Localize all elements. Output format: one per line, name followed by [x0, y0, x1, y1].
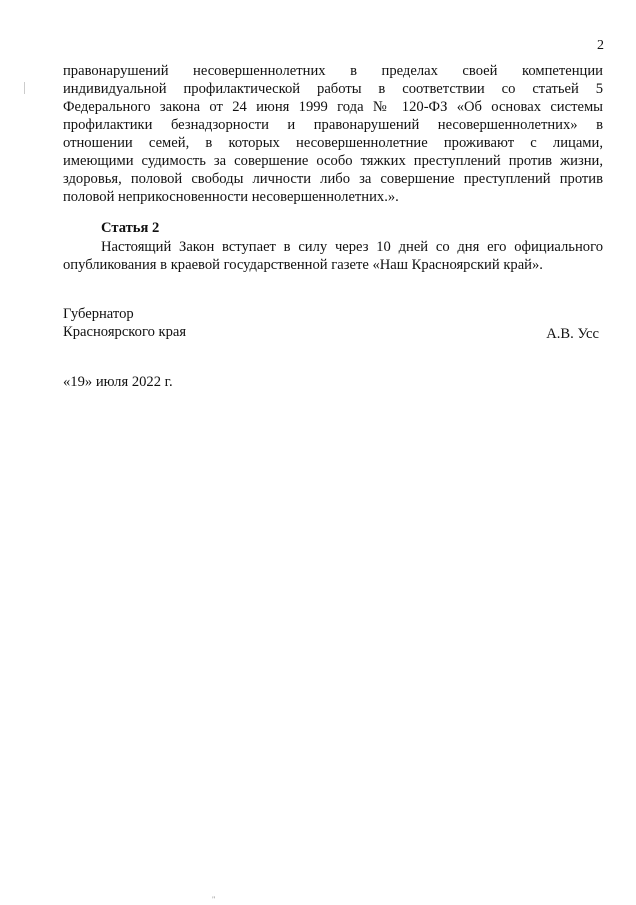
- paragraph-line: профилактики безнадзорности и правонарушений несовершеннолетних» в: [63, 117, 603, 133]
- article-heading: Статья 2: [101, 220, 160, 236]
- paragraph-line: половой неприкосновенности несовершеннолетних.».: [63, 189, 399, 205]
- paragraph-line: правонарушений несовершеннолетних в пределах своей компетенции: [63, 63, 603, 79]
- footer-mark: ": [212, 895, 216, 904]
- paragraph-line: имеющими судимость за совершение особо тяжких преступлений против жизни,: [63, 153, 603, 169]
- signature-name: А.В. Усс: [546, 326, 599, 342]
- paragraph-line: индивидуальной профилактической работы в соответствии со статьей 5: [63, 81, 603, 97]
- paragraph-line: здоровья, половой свободы личности либо за совершение преступлений против: [63, 171, 603, 187]
- article-line: опубликования в краевой государственной газете «Наш Красноярский край».: [63, 257, 543, 273]
- page-number: 2: [597, 38, 604, 53]
- paragraph-line: отношении семей, в которых несовершеннолетние проживают с лицами,: [63, 135, 603, 151]
- signature-title-line-1: Губернатор: [63, 306, 134, 322]
- document-date: «19» июля 2022 г.: [63, 374, 173, 390]
- signature-title-line-2: Красноярского края: [63, 324, 187, 340]
- scan-artifact-mark: [24, 82, 25, 94]
- article-line: Настоящий Закон вступает в силу через 10 дней со дня его официального: [101, 239, 603, 255]
- paragraph-line: Федерального закона от 24 июня 1999 года № 120-ФЗ «Об основах системы: [63, 99, 603, 115]
